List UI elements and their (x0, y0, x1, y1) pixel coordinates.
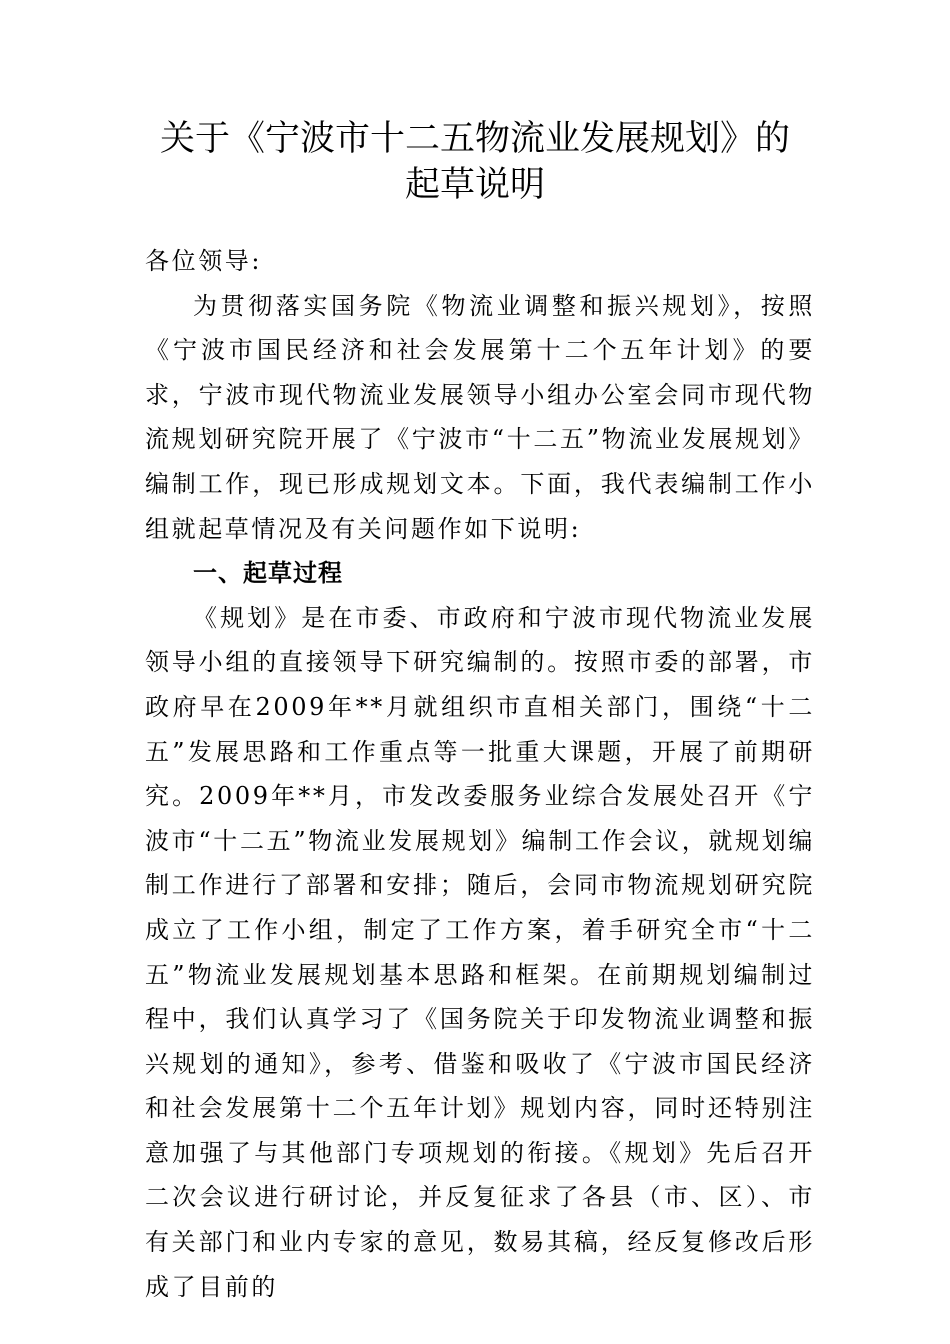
document-title-line1: 关于《宁波市十二五物流业发展规划》的 (159, 119, 790, 159)
section1-paragraph: 《规划》是在市委、市政府和宁波市现代物流业发展领导小组的直接领导下研究编制的。按照市委的部署，市政府早在2009年**月就组织市直相关部门，围绕“十二五”发展思路和工作重点等一批重大课题，开展了前期研究。2009年**月，市发改委服务业综合发展处召开《宁波市“十二五”物流业发展规划》编制工作会议，就规划编制工作进行了部署和安排；随后，会同市物流规划研究院成立了工作小组，制定了工作方案，着手研究全市“十二五”物流业发展规划基本思路和框架。在前期规划编制过程中，我们认真学习了《国务院关于印发物流业调整和振兴规划的通知》，参考、借鉴和吸收了《宁波市国民经济和社会发展第十二个五年计划》规划内容，同时还特别注意加强了与其他部门专项规划的衔接。《规划》先后召开二次会议进行研讨论，并反复征求了各县（市、区）、市有关部门和业内专家的意见，数易其稿，经反复修改后形成了目前的 (145, 603, 815, 1301)
greeting: 各位领导: (145, 247, 263, 275)
section-heading-drafting-process: 一、起草过程 (193, 559, 343, 588)
document-title-line2: 起草说明 (404, 165, 545, 205)
document-body (145, 239, 815, 1309)
intro-paragraph: 为贯彻落实国务院《物流业调整和振兴规划》，按照《宁波市国民经济和社会发展第十二个五年计划》的要求，宁波市现代物流业发展领导小组办公室会同市现代物流规划研究院开展了《宁波市“十二五”物流业发展规划》编制工作，现已形成规划文本。下面，我代表编制工作小组就起草情况及有关问题作如下说明: (145, 291, 815, 543)
